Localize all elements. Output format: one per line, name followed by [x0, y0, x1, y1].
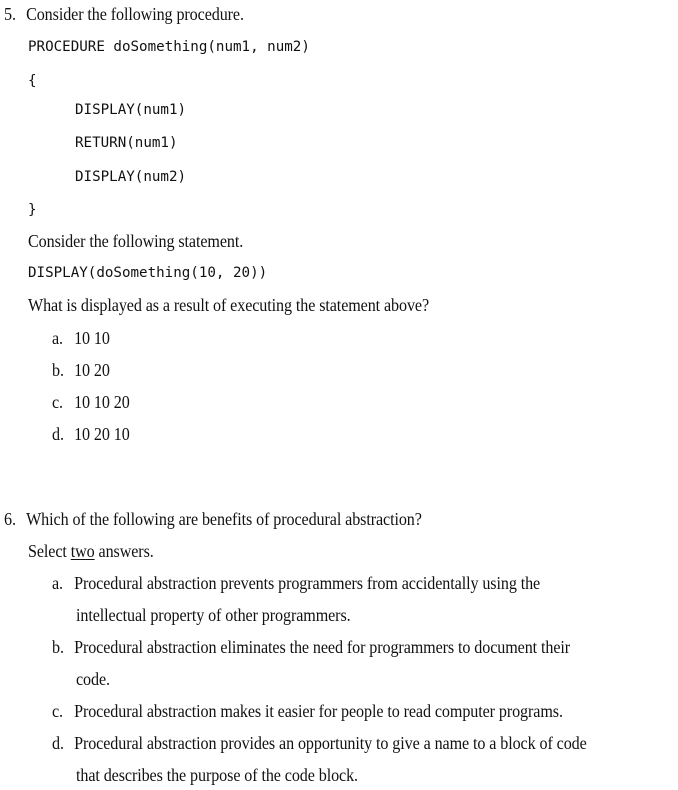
option-text-continued: that describes the purpose of the code block.	[76, 765, 358, 785]
option-text: 10 10	[74, 328, 110, 348]
select-prefix: Select	[28, 541, 71, 561]
select-count: two	[70, 541, 95, 561]
code-line-display-num2: DISPLAY(num2)	[75, 169, 187, 185]
question-text: Consider the following procedure.	[26, 4, 244, 24]
code-open-brace: {	[28, 73, 37, 89]
question-number: 5.	[4, 4, 16, 24]
option-letter: d.	[52, 424, 64, 444]
answer-option-a	[52, 330, 110, 348]
option-text: Procedural abstraction prevents programmers from accidentally using the	[74, 573, 541, 593]
option-text: 10 20	[74, 360, 110, 380]
option-text-continued: code.	[76, 669, 110, 689]
code-line-return-num1: RETURN(num1)	[75, 135, 178, 151]
answer-option-c	[52, 703, 563, 721]
code-procedure-header: PROCEDURE doSomething(num1, num2)	[28, 39, 310, 55]
code-statement: DISPLAY(doSomething(10, 20))	[28, 265, 268, 281]
question-5-question: What is displayed as a result of executing the statement above?	[28, 295, 430, 315]
select-instruction	[28, 543, 154, 561]
option-letter: b.	[52, 360, 64, 380]
option-text: 10 10 20	[74, 392, 130, 412]
answer-option-c	[52, 394, 130, 412]
option-text: Procedural abstraction eliminates the need for programmers to document their	[74, 637, 571, 657]
question-text: Which of the following are benefits of procedural abstraction?	[26, 509, 422, 529]
answer-option-d	[52, 426, 130, 444]
option-letter: c.	[52, 701, 63, 721]
option-letter: d.	[52, 733, 64, 753]
statement-intro: Consider the following statement.	[28, 231, 244, 251]
option-text-continued: intellectual property of other programmers.	[76, 605, 351, 625]
answer-option-b	[52, 639, 570, 657]
question-5-prompt	[4, 6, 244, 24]
question-6-prompt	[4, 511, 422, 529]
answer-option-d	[52, 735, 587, 753]
option-text: Procedural abstraction provides an opportunity to give a name to a block of code	[74, 733, 587, 753]
option-letter: a.	[52, 328, 63, 348]
question-number: 6.	[4, 509, 16, 529]
code-close-brace: }	[28, 202, 37, 218]
answer-option-a	[52, 575, 540, 593]
select-suffix: answers.	[94, 541, 154, 561]
option-letter: b.	[52, 637, 64, 657]
option-letter: c.	[52, 392, 63, 412]
option-letter: a.	[52, 573, 63, 593]
option-text: Procedural abstraction makes it easier for people to read computer programs.	[74, 701, 563, 721]
answer-option-b	[52, 362, 110, 380]
option-text: 10 20 10	[74, 424, 130, 444]
code-line-display-num1: DISPLAY(num1)	[75, 102, 187, 118]
